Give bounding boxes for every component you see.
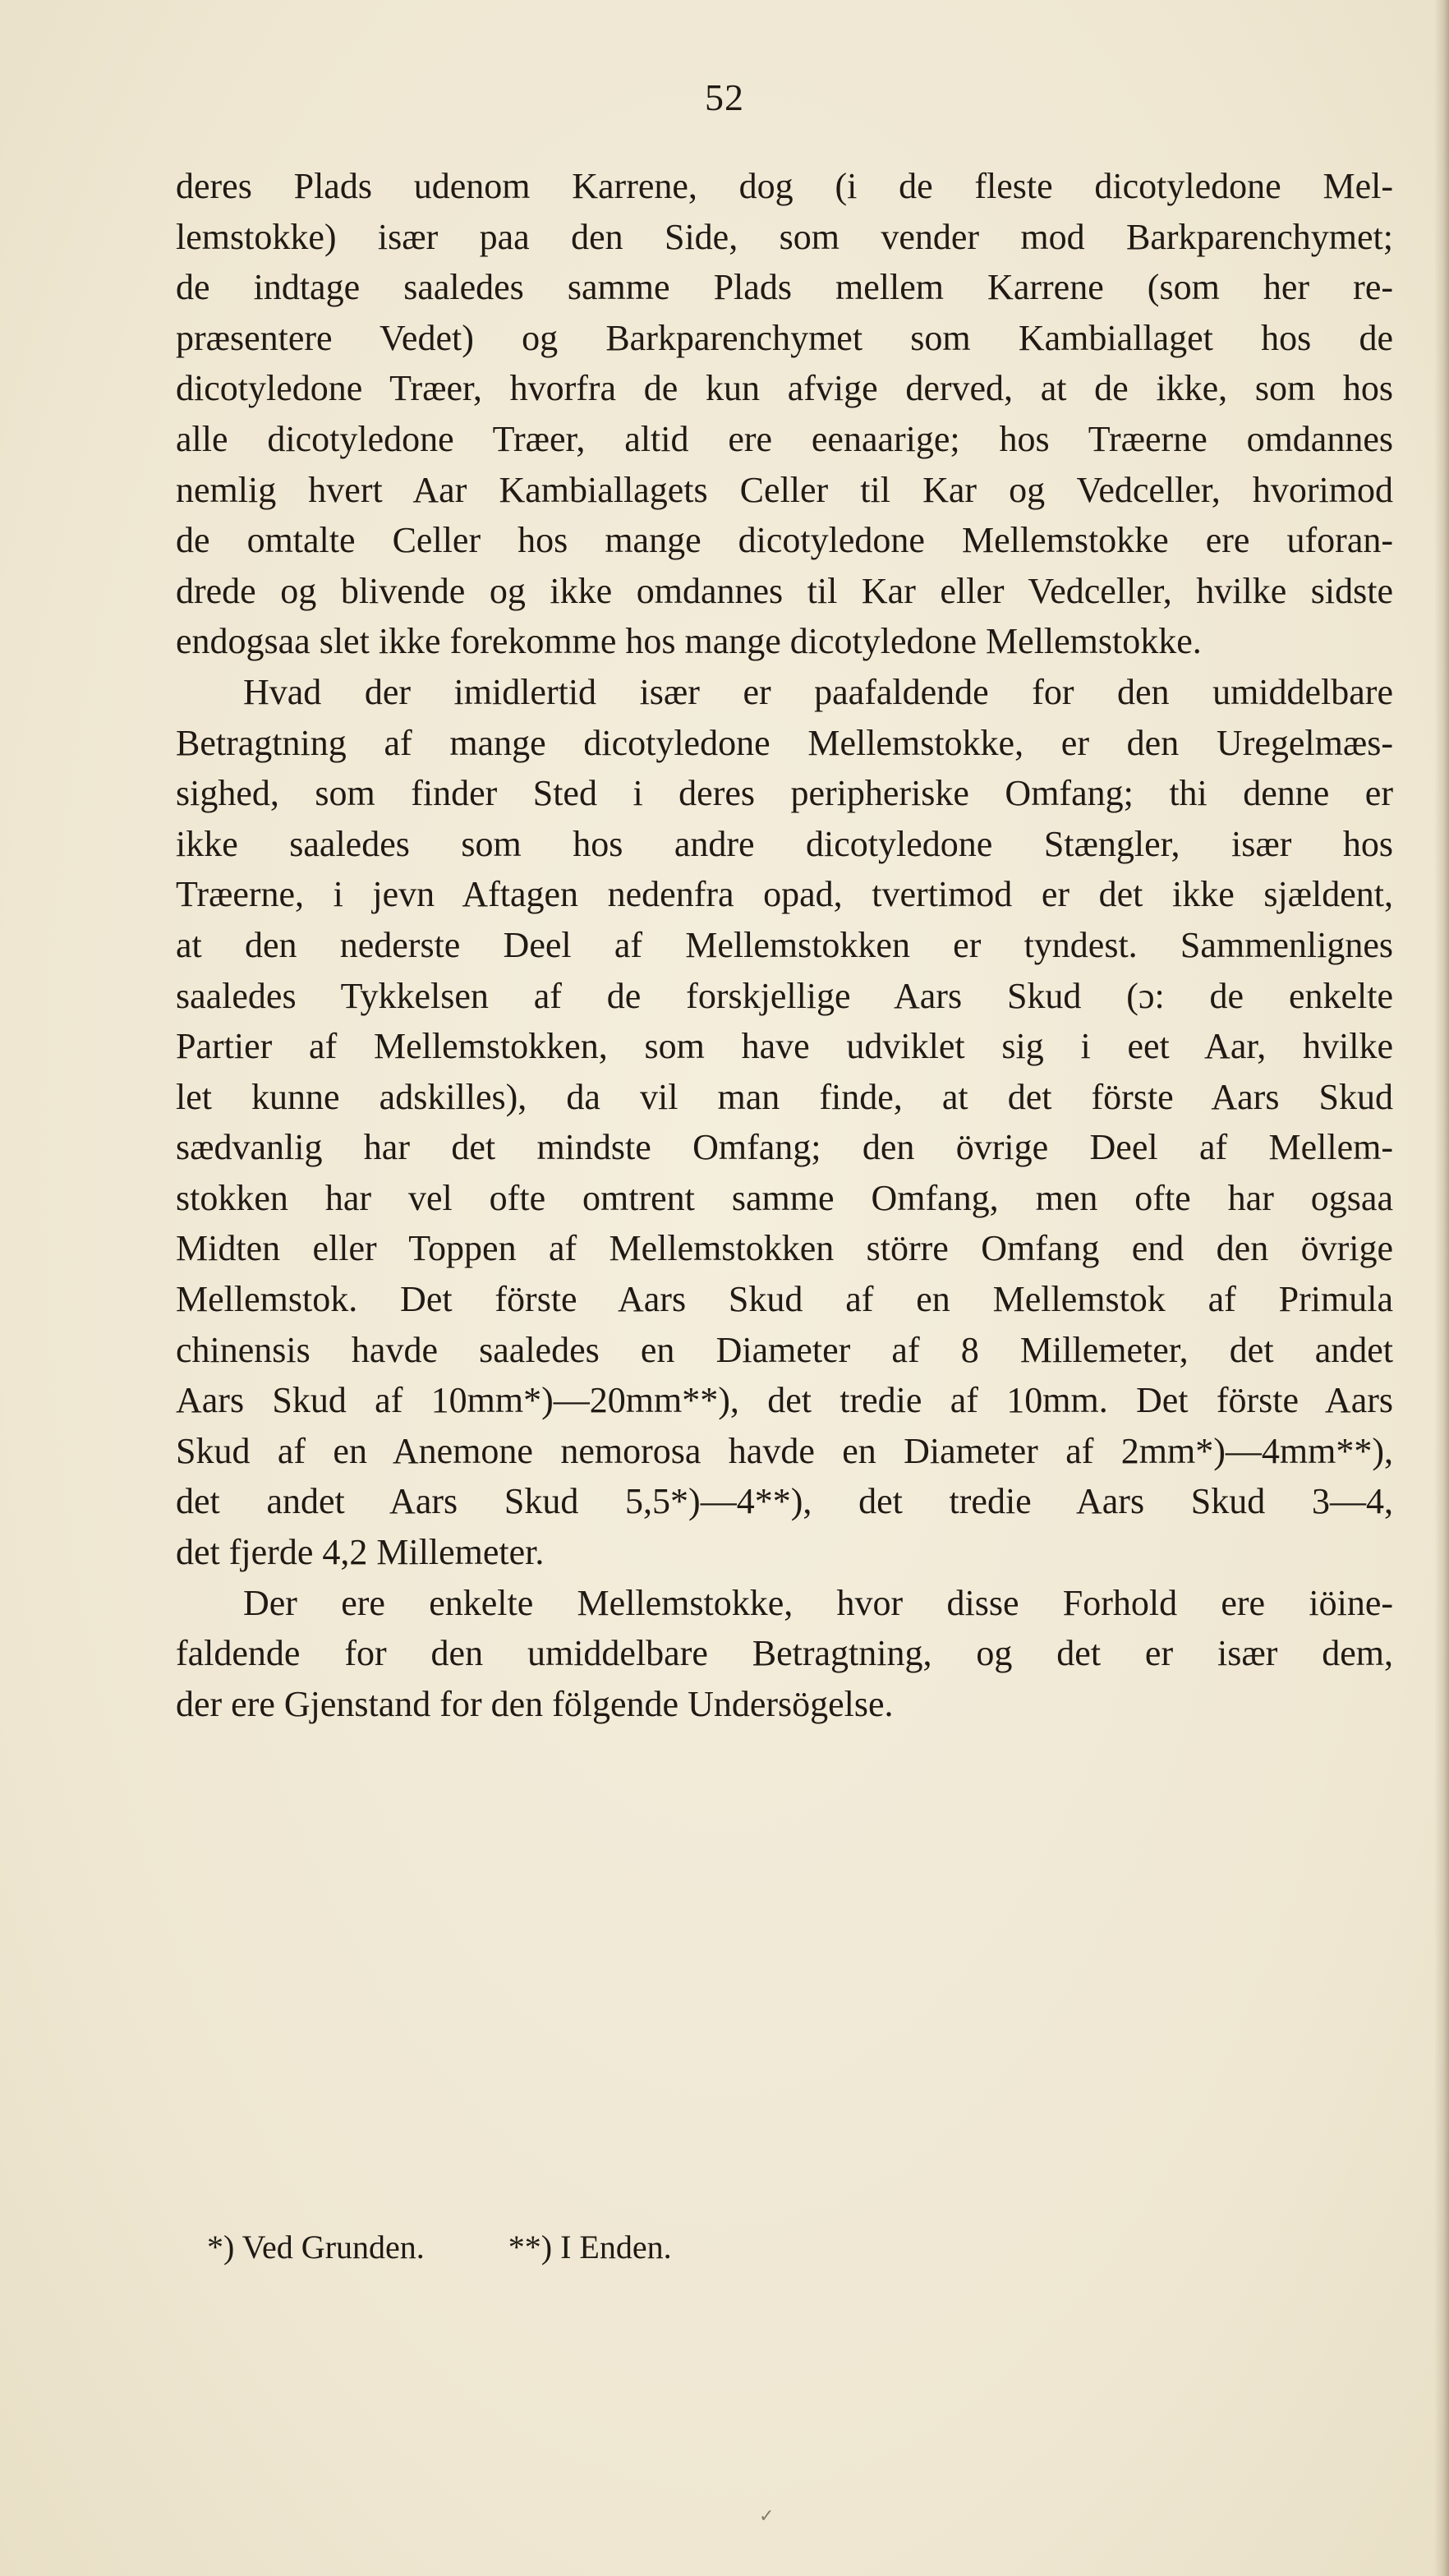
footnote: **) I Enden. (508, 2229, 672, 2266)
text-line: Der ere enkelte Mellemstokke, hvor disse Forhold ere iöine- (243, 1582, 1393, 1623)
text-line: nemlig hvert Aar Kambiallagets Celler til Kar og Vedceller, hvorimod (176, 469, 1393, 510)
text-line: Mellemstok. Det förste Aars Skud af en Mellemstok af Primula (176, 1279, 1393, 1320)
text-line: stokken har vel ofte omtrent samme Omfang, men ofte har ogsaa (176, 1177, 1393, 1218)
body-text (176, 161, 1393, 1729)
text-line: ikke saaledes som hos andre dicotyledone Stængler, især hos (176, 823, 1393, 864)
text-line: det fjerde 4,2 Millemeter. (176, 1532, 545, 1573)
text-line: alle dicotyledone Træer, altid ere eenaarige; hos Træerne omdannes (176, 418, 1393, 459)
text-line: præsentere Vedet) og Barkparenchymet som Kambiallaget hos de (176, 317, 1393, 358)
text-line: Skud af en Anemone nemorosa havde en Diameter af 2mm*)—4mm**), (176, 1430, 1393, 1471)
text-line: dicotyledone Træer, hvorfra de kun afvige derved, at de ikke, som hos (176, 368, 1393, 409)
footnotes (207, 2228, 672, 2266)
text-line: Træerne, i jevn Aftagen nedenfra opad, tvertimod er det ikke sjældent, (176, 874, 1393, 915)
page-number: 52 (705, 76, 744, 118)
text-line: lemstokke) især paa den Side, som vender mod Barkparenchymet; (176, 216, 1393, 257)
text-line: faldende for den umiddelbare Betragtning, og det er især dem, (176, 1633, 1393, 1674)
text-line: chinensis havde saaledes en Diameter af 8 Millemeter, det andet (176, 1329, 1393, 1370)
text-line: Aars Skud af 10mm*)—20mm**), det tredie af 10mm. Det förste Aars (176, 1380, 1393, 1421)
text-line: Betragtning af mange dicotyledone Mellemstokke, er den Uregelmæs- (176, 722, 1393, 763)
text-line: sædvanlig har det mindste Omfang; den övrige Deel af Mellem- (176, 1127, 1393, 1168)
text-line: sighed, som finder Sted i deres peripheriske Omfang; thi denne er (176, 773, 1393, 814)
text-line: Midten eller Toppen af Mellemstokken större Omfang end den övrige (176, 1228, 1393, 1269)
text-line: Partier af Mellemstokken, som have udviklet sig i eet Aar, hvilke (176, 1026, 1393, 1067)
text-line: de indtage saaledes samme Plads mellem Karrene (som her re- (176, 267, 1393, 308)
text-line: at den nederste Deel af Mellemstokken er tyndest. Sammenlignes (176, 924, 1393, 965)
text-line: der ere Gjenstand for den fölgende Undersögelse. (176, 1683, 894, 1724)
text-line: drede og blivende og ikke omdannes til Kar eller Vedceller, hvilke sidste (176, 570, 1393, 611)
footnote: *) Ved Grunden. (207, 2229, 425, 2266)
page-edge-shadow (1434, 0, 1449, 2576)
text-line: saaledes Tykkelsen af de forskjellige Aars Skud (ɔ: de enkelte (176, 975, 1393, 1016)
text-line: det andet Aars Skud 5,5*)—4**), det tredie Aars Skud 3—4, (176, 1481, 1393, 1522)
text-line: deres Plads udenom Karrene, dog (i de fleste dicotyledone Mel- (176, 166, 1393, 206)
text-line: Hvad der imidlertid især er paafaldende for den umiddelbare (243, 671, 1393, 712)
text-line: let kunne adskilles), da vil man finde, at det förste Aars Skud (176, 1076, 1393, 1117)
text-line: endogsaa slet ikke forekomme hos mange dicotyledone Mellemstokke. (176, 621, 1202, 662)
text-line: de omtalte Celler hos mange dicotyledone Mellemstokke ere uforan- (176, 520, 1393, 561)
ink-mark: ✓ (759, 2505, 775, 2526)
